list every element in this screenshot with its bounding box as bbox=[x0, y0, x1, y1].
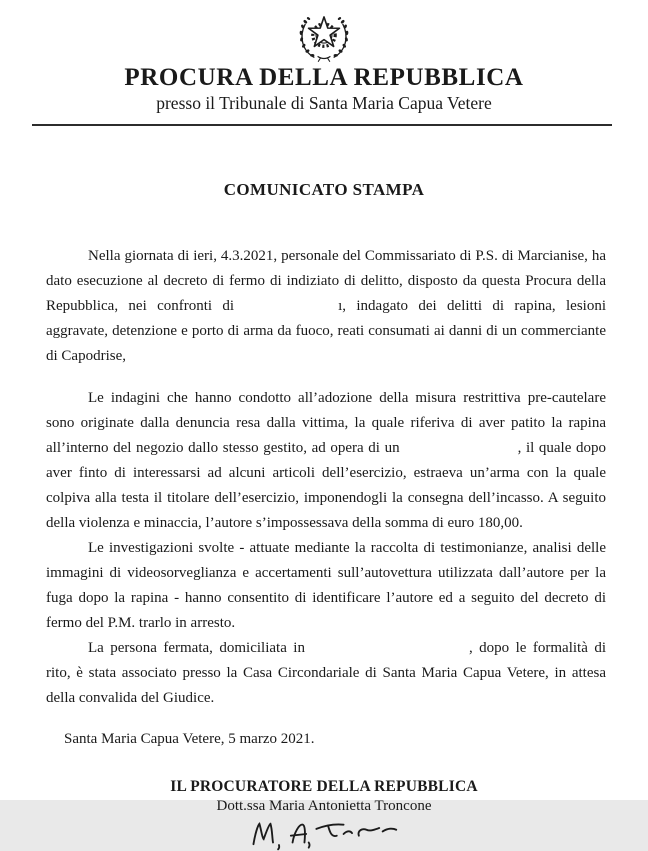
signature-block bbox=[0, 778, 648, 851]
paragraph-4-text-after: , dopo le formalità di rito, è stata associato presso la Casa Circondariale di Santa Maria Capua Vetere, in attesa della convalida del Giudice. bbox=[46, 640, 606, 706]
paragraph-4-text-before: La persona fermata, domiciliata in bbox=[88, 640, 305, 656]
paragraph-2-text-after: , il quale dopo aver finto di interessarsi ad alcuni articoli dell’esercizio, estraeva un’arma con la quale colpiva alla testa il titolare dell’esercizio, imponendogli la consegna dell’incasso. A seguito della violenza e minaccia, l’autore s’impossessava della somma di euro 180,00. bbox=[46, 440, 607, 531]
authority-subtitle: presso il Tribunale di Santa Maria Capua Vetere bbox=[156, 93, 492, 113]
document-body bbox=[46, 244, 606, 711]
paragraph-3-text: Le investigazioni svolte - attuate mediante la raccolta di testimonianze, analisi delle immagini di videosorveglianza e accertamenti sull’autovettura utilizzata dall’autore per la fuga dopo la rapina - hanno consentito di identificare l’autore ed a seguito del decreto di fermo del P.M. trarlo in arresto. bbox=[46, 540, 606, 631]
italian-republic-emblem-icon bbox=[292, 6, 356, 62]
paragraph-3 bbox=[46, 536, 606, 636]
redacted-address-gap bbox=[305, 651, 469, 652]
paragraph-1-text-after: ı, indagato dei delitti di rapina, lesioni aggravate, detenzione e porto di arma da fuoco, reati consumati ai danni di un commerciante di Capodrise, bbox=[46, 298, 607, 364]
header-divider bbox=[32, 124, 612, 126]
handwritten-signature-icon bbox=[229, 817, 419, 851]
signatory-role: IL PROCURATORE DELLA REPUBBLICA bbox=[170, 778, 478, 795]
paragraph-2 bbox=[46, 386, 606, 536]
paragraph-4 bbox=[46, 636, 606, 711]
place-and-date-line: Santa Maria Capua Vetere, 5 marzo 2021. bbox=[64, 731, 315, 747]
paragraph-2-text-before: Le indagini che hanno condotto all’adozione della misura restrittiva pre-cautelare sono originate dalla denuncia resa dalla vittima, la quale riferiva di aver patito la rapina all’interno del negozio dallo stesso gestito, ad opera di un bbox=[46, 390, 606, 456]
paragraph-1-text-before: Nella giornata di ieri, 4.3.2021, personale del Commissariato di P.S. di Marcianise, ha dato esecuzione al decreto di fermo di indiziato di delitto, disposto da questa Procura della Repubblica, nei confronti di bbox=[46, 248, 606, 314]
authority-title: PROCURA DELLA REPUBBLICA bbox=[124, 64, 524, 91]
document-header bbox=[0, 0, 648, 114]
signatory-name: Dott.ssa Maria Antonietta Troncone bbox=[216, 798, 432, 814]
press-release-heading: COMUNICATO STAMPA bbox=[223, 180, 425, 199]
redacted-name-gap bbox=[400, 451, 518, 452]
redacted-name-gap bbox=[234, 309, 338, 310]
paragraph-1 bbox=[46, 244, 606, 369]
